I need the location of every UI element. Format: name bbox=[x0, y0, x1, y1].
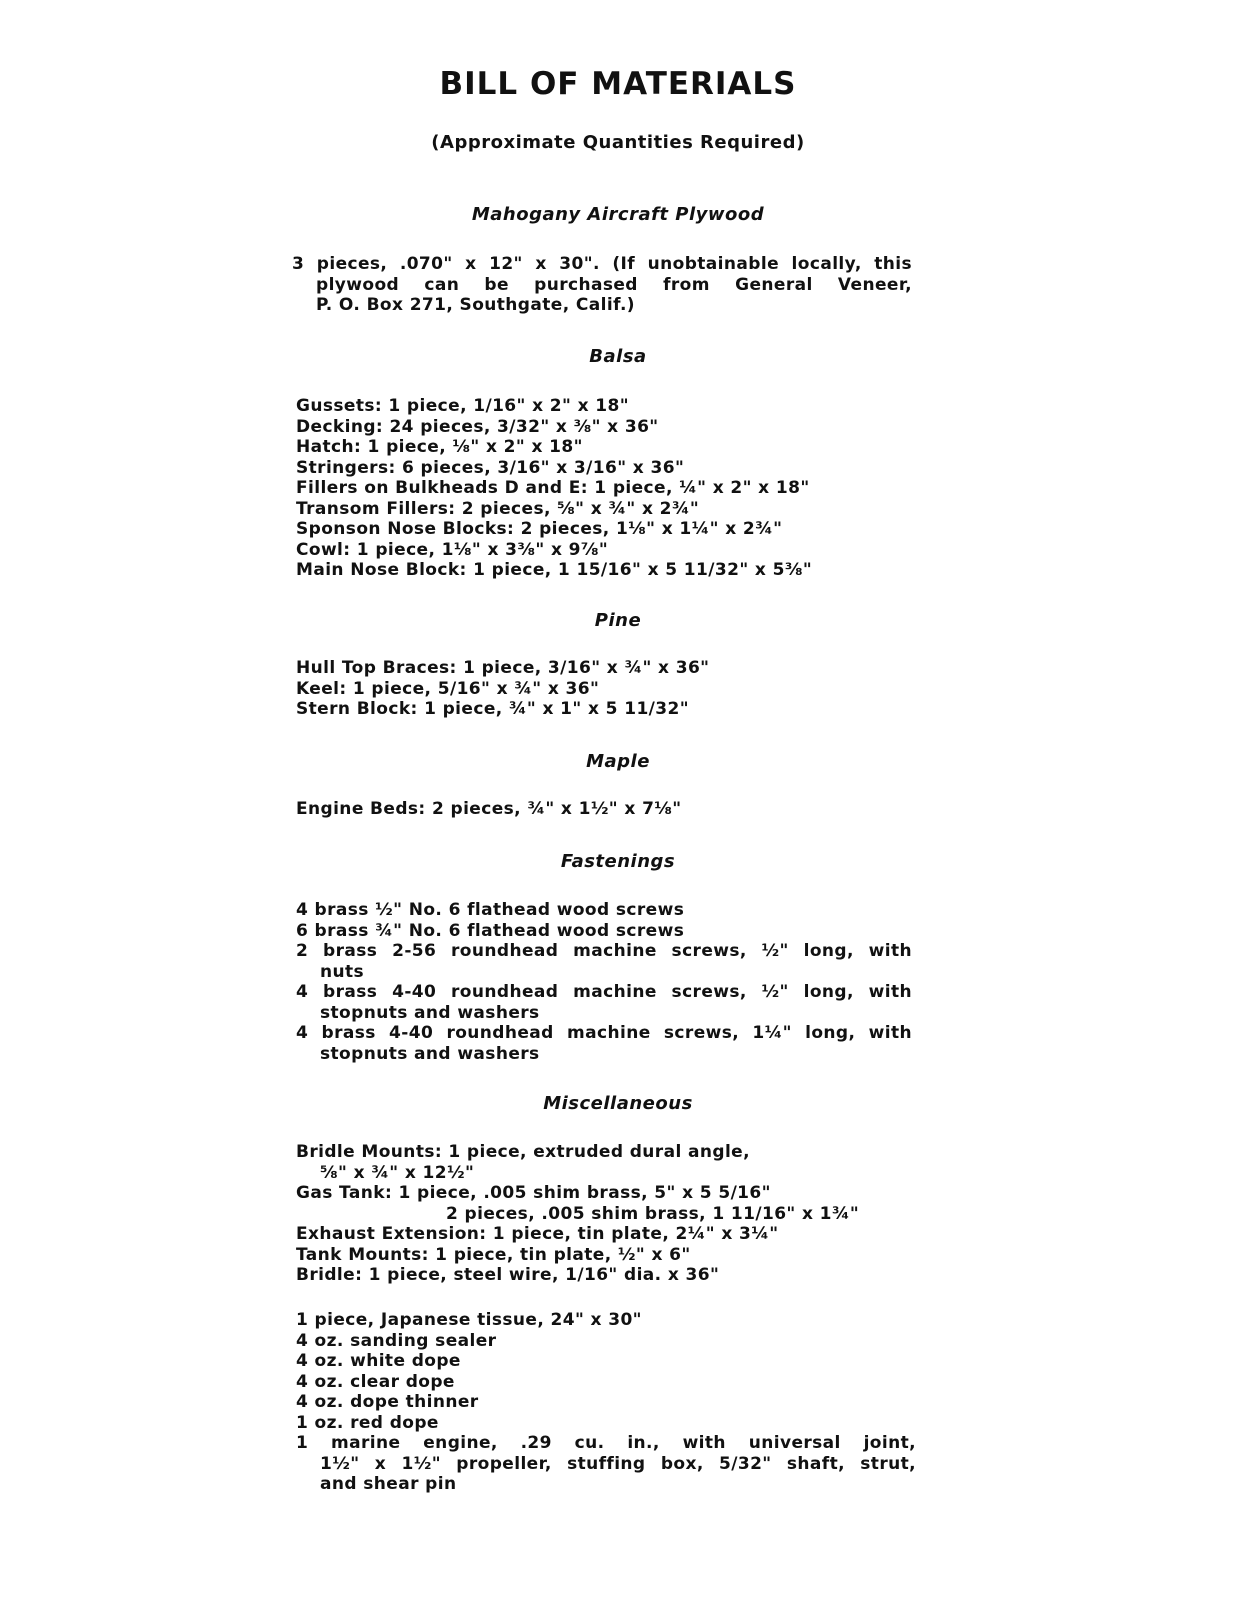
list-item: Keel: 1 piece, 5/16" x ¾" x 36" bbox=[296, 678, 600, 699]
list-item: P. O. Box 271, Southgate, Calif.) bbox=[316, 295, 635, 315]
list-item: Gussets: 1 piece, 1/16" x 2" x 18" bbox=[296, 396, 629, 416]
section-maple bbox=[296, 799, 936, 820]
list-item: Transom Fillers: 2 pieces, ⅝" x ¾" x 2¾" bbox=[296, 498, 700, 519]
list-item: Hatch: 1 piece, ⅛" x 2" x 18" bbox=[296, 437, 583, 457]
list-item: 6 brass ¾" No. 6 flathead wood screws bbox=[296, 920, 685, 941]
list-item: and shear pin bbox=[320, 1474, 457, 1494]
section-heading-balsa: Balsa bbox=[589, 346, 647, 367]
section-heading-pine: Pine bbox=[594, 610, 642, 631]
list-item: 2 brass 2-56 roundhead machine screws, ½" long, with bbox=[296, 941, 912, 961]
list-item: plywood can be purchased from General Veneer, bbox=[316, 274, 912, 295]
list-item: 1½" x 1½" propeller, stuffing box, 5/32" shaft, strut, bbox=[320, 1453, 916, 1474]
document-title: BILL OF MATERIALS bbox=[439, 66, 797, 102]
list-item: 4 oz. sanding sealer bbox=[296, 1330, 497, 1351]
list-item: 4 brass ½" No. 6 flathead wood screws bbox=[296, 900, 685, 920]
section-misc bbox=[296, 1142, 916, 1286]
list-item: 2 pieces, .005 shim brass, 1 11/16" x 1¾" bbox=[446, 1203, 860, 1224]
list-item: stopnuts and washers bbox=[320, 1002, 540, 1023]
list-item: Fillers on Bulkheads D and E: 1 piece, ¼" x 2" x 18" bbox=[296, 478, 810, 498]
section-pine bbox=[296, 658, 936, 720]
section-heading-fastenings: Fastenings bbox=[560, 851, 676, 872]
list-item: 4 brass 4-40 roundhead machine screws, ½" long, with bbox=[296, 982, 912, 1002]
list-item: Tank Mounts: 1 piece, tin plate, ½" x 6" bbox=[296, 1244, 691, 1265]
list-item: 1 oz. red dope bbox=[296, 1412, 439, 1433]
list-item: Stringers: 6 pieces, 3/16" x 3/16" x 36" bbox=[296, 457, 685, 478]
list-item: Hull Top Braces: 1 piece, 3/16" x ¾" x 36" bbox=[296, 658, 710, 678]
list-item: Cowl: 1 piece, 1⅛" x 3⅜" x 9⅞" bbox=[296, 539, 609, 560]
section-balsa bbox=[296, 396, 936, 581]
list-item: 4 oz. white dope bbox=[296, 1351, 461, 1371]
section-fastenings bbox=[296, 900, 912, 1064]
list-item: Sponson Nose Blocks: 2 pieces, 1⅛" x 1¼" x 2¾" bbox=[296, 519, 783, 539]
list-item: 1 marine engine, .29 cu. in., with universal joint, bbox=[296, 1433, 916, 1453]
list-item: Stern Block: 1 piece, ¾" x 1" x 5 11/32" bbox=[296, 699, 689, 719]
list-item: Bridle Mounts: 1 piece, extruded dural angle, bbox=[296, 1142, 750, 1162]
list-item: 4 brass 4-40 roundhead machine screws, 1¼" long, with bbox=[296, 1023, 912, 1043]
document-subtitle: (Approximate Quantities Required) bbox=[431, 132, 805, 153]
list-item: 4 oz. dope thinner bbox=[296, 1392, 479, 1412]
list-item: Main Nose Block: 1 piece, 1 15/16" x 5 11/32" x 5⅜" bbox=[296, 560, 813, 580]
list-item: nuts bbox=[320, 961, 365, 982]
list-item: 4 oz. clear dope bbox=[296, 1371, 455, 1392]
list-item: 3 pieces, .070" x 12" x 30". (If unobtainable locally, this bbox=[292, 254, 912, 274]
section-plywood bbox=[292, 254, 912, 316]
list-item: 1 piece, Japanese tissue, 24" x 30" bbox=[296, 1310, 642, 1330]
section-misc-supplies bbox=[296, 1310, 916, 1495]
section-heading-maple: Maple bbox=[586, 751, 650, 772]
list-item: ⅝" x ¾" x 12½" bbox=[320, 1162, 475, 1183]
list-item: Engine Beds: 2 pieces, ¾" x 1½" x 7⅛" bbox=[296, 799, 682, 819]
list-item: Gas Tank: 1 piece, .005 shim brass, 5" x 5 5/16" bbox=[296, 1183, 771, 1203]
list-item: Decking: 24 pieces, 3/32" x ⅜" x 36" bbox=[296, 416, 659, 437]
section-heading-plywood: Mahogany Aircraft Plywood bbox=[471, 204, 765, 225]
section-heading-misc: Miscellaneous bbox=[543, 1093, 693, 1114]
list-item: Bridle: 1 piece, steel wire, 1/16" dia. x 36" bbox=[296, 1265, 720, 1285]
list-item: stopnuts and washers bbox=[320, 1043, 540, 1064]
list-item: Exhaust Extension: 1 piece, tin plate, 2¼" x 3¼" bbox=[296, 1224, 779, 1244]
